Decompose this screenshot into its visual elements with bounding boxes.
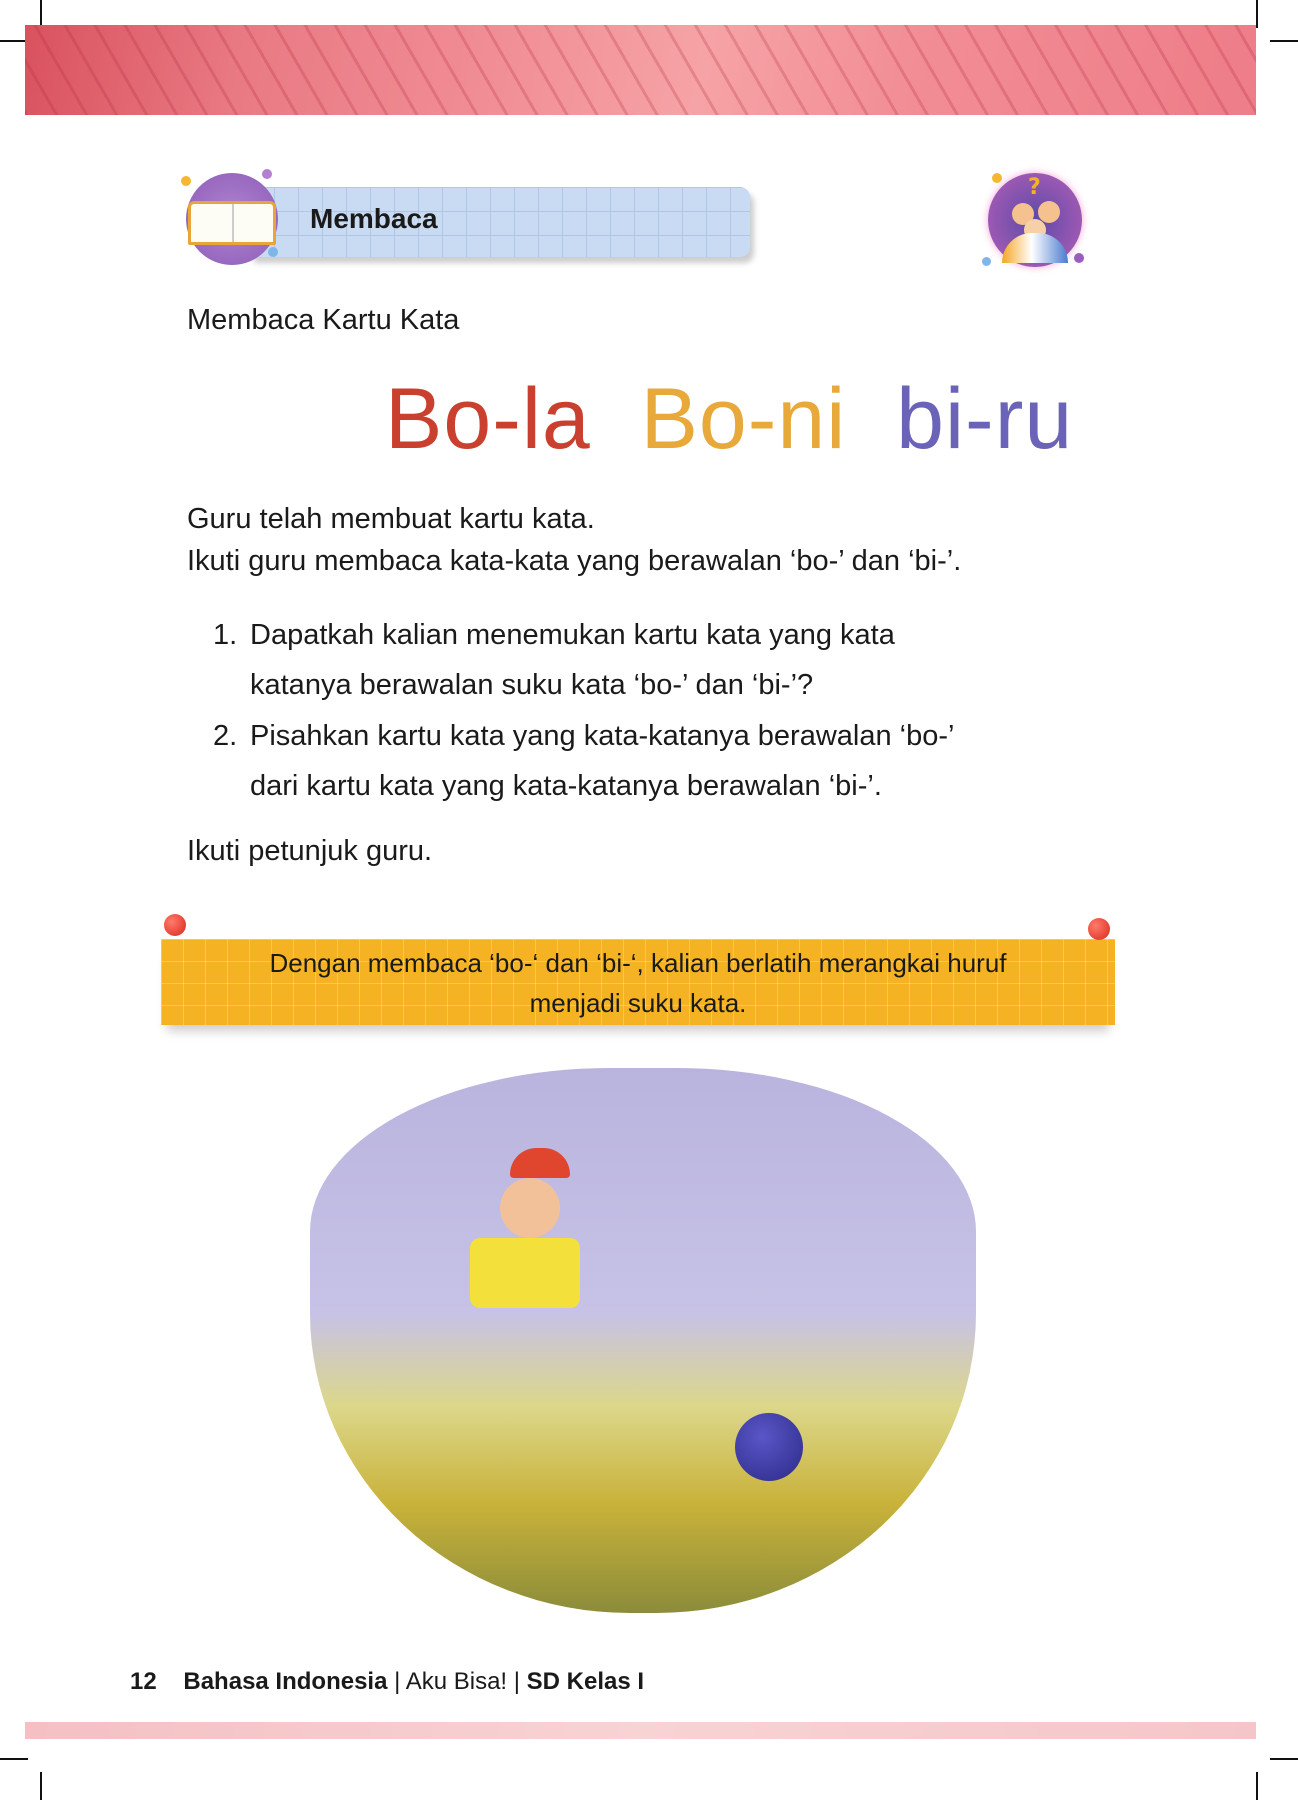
question-number: 2. (213, 720, 238, 752)
separator: | (513, 1668, 520, 1695)
pushpin-icon (164, 914, 186, 936)
intro-line: Guru telah membuat kartu kata. (187, 503, 595, 535)
crop-mark (1270, 40, 1298, 42)
boy-face (500, 1178, 560, 1238)
note-box (161, 939, 1115, 1025)
illustration-boy-chasing-ball (310, 1068, 976, 1613)
section-label: Membaca (310, 203, 438, 234)
word-bola: Bo-la (385, 371, 591, 467)
word-card (385, 370, 1073, 469)
note-line: Dengan membaca ‘bo-‘ dan ‘bi-‘, kalian berlatih merangkai huruf (269, 948, 1007, 978)
page-number: 12 (130, 1668, 157, 1695)
red-cap (510, 1148, 570, 1178)
crop-mark (0, 40, 28, 42)
footer-subject: Bahasa Indonesia (183, 1668, 388, 1695)
crop-mark (1256, 0, 1258, 28)
word-boni: Bo-ni (640, 371, 847, 467)
note-line: menjadi suku kata. (529, 988, 747, 1018)
section-header (250, 187, 750, 257)
question-text: dari kartu kata yang kata-katanya berawalan ‘bi-’. (250, 770, 882, 802)
intro-line: Ikuti guru membaca kata-kata yang berawalan ‘bo-’ dan ‘bi-’. (187, 545, 962, 577)
family-question-icon (988, 173, 1082, 267)
word-biru: bi-ru (896, 371, 1074, 467)
crop-mark (40, 0, 42, 28)
yellow-shirt (470, 1238, 580, 1308)
crop-mark (40, 1772, 42, 1800)
crop-mark (1256, 1772, 1258, 1800)
open-book-icon (186, 173, 278, 265)
question-text: Dapatkah kalian menemukan kartu kata yang kata (250, 619, 895, 651)
crop-mark (1270, 1758, 1298, 1760)
top-decorative-banner (25, 25, 1256, 115)
subtitle: Membaca Kartu Kata (187, 304, 460, 336)
separator: | (394, 1668, 401, 1695)
bottom-decorative-band (25, 1722, 1256, 1739)
question-text: katanya berawalan suku kata ‘bo-’ dan ‘bi-’? (250, 669, 814, 701)
footer-book: Aku Bisa! (405, 1668, 508, 1695)
blue-ball (735, 1413, 803, 1481)
question-number: 1. (213, 619, 238, 651)
page-footer (130, 1668, 644, 1696)
crop-mark (0, 1758, 28, 1760)
footer-grade: SD Kelas I (526, 1668, 645, 1695)
pushpin-icon (1088, 918, 1110, 940)
instruction: Ikuti petunjuk guru. (187, 835, 433, 867)
question-text: Pisahkan kartu kata yang kata-katanya berawalan ‘bo-’ (250, 720, 955, 752)
question-mark-icon: ? (1028, 175, 1041, 200)
